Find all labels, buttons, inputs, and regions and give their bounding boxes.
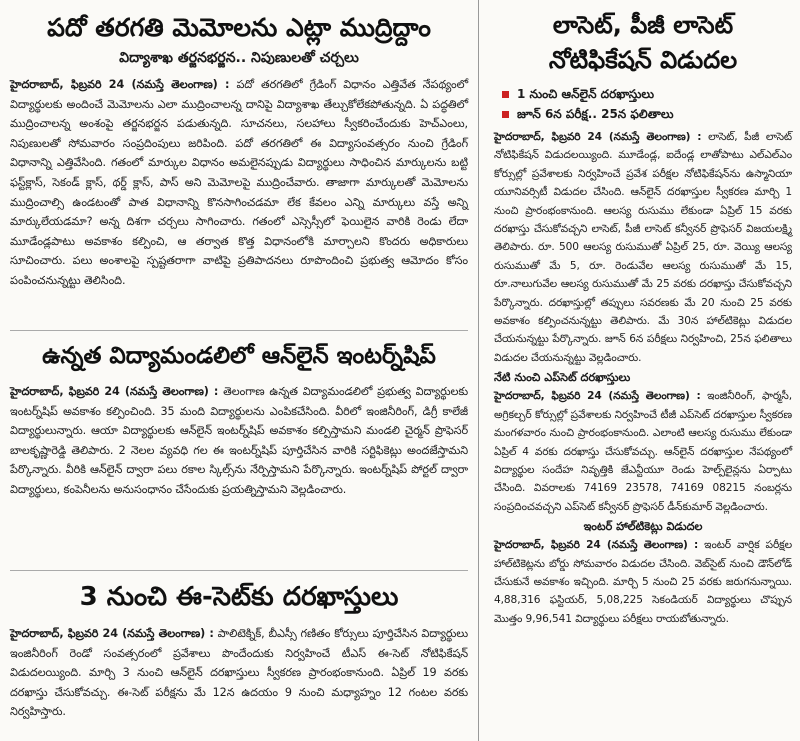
- headline-lawcet-line2: నోటిఫికేషన్ విడుదల: [548, 46, 738, 74]
- highlight-item: 1 నుంచి ఆన్‌లైన్ దరఖాస్తులు: [502, 84, 792, 104]
- body-text: పాలిటెక్నిక్, బీఎస్సీ గణితం కోర్సులు పూర్తిచేసిన విద్యార్థులు ఇంజినీరింగ్ రెండో సంవత్సరంలో ప్రవేశాలు పొందేందుకు నిర్వహించే టీఎస్ ఈ-సెట్ నోటిఫికేషన్ విడుదలయ్యింది. మార్చి 3 నుంచి ఆన్‌లైన్ దరఖాస్తులు స్వీకరణ ప్రారంభంకానుంది. ఏప్రిల్ 19 వరకు దరఖాస్తు చేసుకోవచ్చు. ఈ-సెట్ పరీక్షను మే 12న ఉదయం 9 నుంచి మధ్యాహ్నం 12 గంటల వరకు నిర్వహిస్తారు.: [10, 627, 468, 719]
- dateline: హైదరాబాద్, ఫిబ్రవరి 24 (నమస్తే తెలంగాణ) :: [494, 131, 702, 143]
- body-text: తెలంగాణ ఉన్నత విద్యామండలిలో ప్రభుత్వ విద్యార్థులకు ఇంటర్న్‌షిప్ అవకాశం కల్పించింది. 35 మంది విద్యార్థులను ఎంపికచేసింది. వీరిలో ఇంజినీరింగ్, డిగ్రీ కాలేజీ విద్యార్థులున్నారు. ఆయా విద్యార్థులకు ఆన్‌లైన్ ఇంటర్న్‌షిప్ అవకాశం కల్పిస్తామని మండలి చైర్మన్ ప్రొఫెసర్ బాలకృష్ణారెడ్డి తెలిపారు. 2 నెలల వ్యవధి గల ఈ ఇంటర్న్‌షిప్ పూర్తిచేసిన వారికి సర్టిఫికెట్లు అందజేస్తామని పేర్కొన్నారు. వీరికి ఆన్‌లైన్ ద్వారా పలు రకాల స్కిల్స్‌ను నేర్పిస్తామని పేర్కొన్నారు. ఇంటర్న్‌షిప్ పోర్టల్ ద్వారా విద్యార్థులు, కంపెనీలను అనుసంధానం చేసేందుకు ప్రయత్నిస్తామని వెల్లడించారు.: [10, 385, 468, 496]
- article-body-lawcet: [494, 128, 792, 367]
- article-internship: [10, 336, 468, 500]
- section-divider: [10, 570, 468, 571]
- body-text: ఇంటర్ వార్షిక పరీక్షల హాల్‌టికెట్లను బోర్డు సోమవారం విడుదల చేసింది. వెబ్‌సైట్ నుంచి డౌన్‌లోడ్ చేసుకునే అవకాశం ఇచ్చింది. మార్చి 5 నుంచి 25 వరకు జరుగనున్నాయి. 4,88,316 ఫస్టియర్, 5,08,225 సెకండియర్ విద్యార్థులు చొప్పున మొత్తం 9,96,541 విద్యార్థులు పరీక్షలు రాయబోతున్నారు.: [494, 539, 792, 625]
- article-body-inter-halltickets: [494, 536, 792, 628]
- article-body-internship: [10, 382, 468, 500]
- section-divider: [10, 330, 468, 331]
- right-column: [480, 0, 800, 628]
- headline-internship: ఉన్నత విద్యామండలిలో ఆన్‌లైన్ ఇంటర్న్‌షిప్: [42, 343, 436, 369]
- dateline: హైదరాబాద్, ఫిబ్రవరి 24 (నమస్తే తెలంగాణ) :: [10, 78, 230, 91]
- headline-lawcet-line1: లాసెట్, పీజీ లాసెట్: [552, 11, 734, 39]
- bullet-icon: [502, 111, 509, 118]
- headline-ssc-memos: పదో తరగతి మెమోలను ఎట్లా ముద్రిద్దాం: [47, 13, 431, 42]
- subheadline-ssc-memos: విద్యాశాఖ తర్జనభర్జన.. నిపుణులతో చర్చలు: [119, 50, 359, 66]
- dateline: హైదరాబాద్, ఫిబ్రవరి 24 (నమస్తే తెలంగాణ) :: [10, 385, 219, 398]
- dateline: హైదరాబాద్, ఫిబ్రవరి 24 (నమస్తే తెలంగాణ) :: [494, 539, 699, 552]
- subarticle-inter-halltickets: [494, 518, 792, 628]
- article-ecet: [10, 576, 468, 722]
- body-text: ఇంజినీరింగ్, ఫార్మసీ, అగ్రికల్చర్ కోర్సుల్లో ప్రవేశాలకు నిర్వహించే టీజీ ఎప్‌సెట్ దరఖాస్తుల స్వీకరణ మంగళవారం నుంచి ప్రారంభంకానుంది. ఎలాంటి ఆలస్య రుసుము లేకుండా ఏప్రిల్ 4 వరకు దరఖాస్తు చేసుకోవచ్చు. ఆన్‌లైన్ దరఖాస్తుల నేపథ్యంలో విద్యార్థుల సందేహ నివృత్తికి జేఎన్టీయూ రెండు హెల్ప్‌లైన్లను ఏర్పాటు చేసింది. వివరాలకు 74169 23578, 74169 08215 నంబర్లను సంప్రదించవచ్చని ఎప్‌సెట్ కన్వీనర్ ప్రొఫెసర్ డీన్‌కుమార్ వెల్లడించారు.: [494, 390, 792, 513]
- headline-ecet: 3 నుంచి ఈ-సెట్‌కు దరఖాస్తులు: [79, 582, 399, 612]
- dateline: హైదరాబాద్, ఫిబ్రవరి 24 (నమస్తే తెలంగాణ) :: [494, 390, 701, 403]
- highlights-list: [502, 84, 792, 124]
- bullet-icon: [502, 91, 509, 98]
- dateline: హైదరాబాద్, ఫిబ్రవరి 24 (నమస్తే తెలంగాణ) :: [10, 627, 214, 640]
- article-ssc-memos: [10, 10, 468, 291]
- article-body-ecet: [10, 624, 468, 722]
- article-body-eapcet: [494, 387, 792, 516]
- column-divider: [478, 0, 479, 741]
- subheadline-inter-halltickets: ఇంటర్ హాల్‌టికెట్లు విడుదల: [583, 520, 703, 534]
- highlight-item: జూన్ 6న పరీక్ష.. 25న ఫలితాలు: [502, 104, 792, 124]
- body-text: లాసెట్, పీజీ లాసెట్ నోటిఫికేషన్ విడుదలయ్యింది. మూడేండ్ల, ఐదేండ్ల లాతోపాటు ఎల్‌ఎల్‌ఎం కోర్సుల్లో ప్రవేశాలకు నిర్వహించే ప్రవేశ పరీక్షల నోటిఫికేషన్‌ను ఉస్మానియా యూనివర్సిటీ విడుదల చేసింది. ఆన్‌లైన్ దరఖాస్తుల స్వీకరణ మార్చి 1 నుంచి ప్రారంభంకానుంది. ఆలస్య రుసుము లేకుండా ఏప్రిల్ 15 వరకు దరఖాస్తు చేసుకోవచ్చని లాసెట్, పీజీ లాసెట్ కన్వీనర్ ప్రొఫెసర్ విజయలక్ష్మి తెలిపారు. రూ. 500 ఆలస్య రుసుముతో ఏప్రిల్ 25, రూ. వెయ్యి ఆలస్య రుసుముతో మే 5, రూ. రెండువేల ఆలస్య రుసుముతో మే 15, రూ.నాలుగువేల ఆలస్య రుసుముతో మే 25 వరకు దరఖాస్తు చేసుకోవచ్చని పేర్కొన్నారు. దరఖాస్తుల్లో తప్పులు సవరణకు మే 20 నుంచి 25 వరకు అవకాశం కల్పించనున్నట్టు తెలిపారు. మే 30న హాల్‌టికెట్లు విడుదల చేయనున్నట్టు పేర్కొన్నారు. జూన్ 6న పరీక్షలు నిర్వహించి, 25న ఫలితాలు విడుదల చేయనున్నట్టు వెల్లడించారు.: [494, 131, 792, 364]
- subheadline-eapcet: నేటి నుంచి ఎప్‌సెట్ దరఖాస్తులు: [494, 371, 631, 385]
- article-body-ssc-memos: [10, 75, 468, 291]
- body-text: పదో తరగతిలో గ్రేడింగ్ విధానం ఎత్తివేత నేపథ్యంలో విద్యార్థులకు అందించే మెమోలను ఎలా ముద్రించాలన్న దానిపై విద్యాశాఖ తేల్చుకోలేకపోతున్నది. ఏ పద్ధతిలో ముద్రించాలన్న అంశంపై తర్జనభర్జన పడుతున్నది. సూచనలు, సలహాలు స్వీకరించేందుకు హెచ్‌ఎంలు, నిపుణులతో సోమవారం సంప్రదింపులు జరిపింది. పదో తరగతిలో ఈ విద్యాసంవత్సరం నుంచి గ్రేడింగ్ విధానాన్ని ఎత్తివేసింది. గతంలో మార్కుల విధానం అమలైనప్పుడు విద్యార్థులు సాధించిన మార్కులను బట్టి ఫస్ట్‌క్లాస్, సెకండ్ క్లాస్, థర్డ్ క్లాస్, పాస్ అని మెమోలపై ముద్రించేవారు. తాజాగా మార్కులతో మెమోలను ముద్రించాల్సి ఉండటంతో పాత విధానాన్ని కొనసాగించడమా లేక కేవలం ఎన్ని మార్కులు వస్తే అన్ని మార్కులేయడమా? అన్న దిశగా చర్చలు సాగించారు. గతంలో ఎస్సెస్సీలో ఫెయిలైన వారికి రెండు లేదా మూడేండ్లపాటు అవకాశం కల్పించి, ఆ తర్వాత కొత్త విధానంలోకి మార్చాలని కొందరు అధికారులు సూచించారు. పలు అంశాలపై స్పష్టతరాగా వాటిపై ప్రతిపాదనలు రూపొందించి ప్రభుత్వ ఆమోదం కోసం పంపించనున్నట్టు తెలిసింది.: [10, 78, 468, 287]
- subarticle-eapcet: [494, 369, 792, 516]
